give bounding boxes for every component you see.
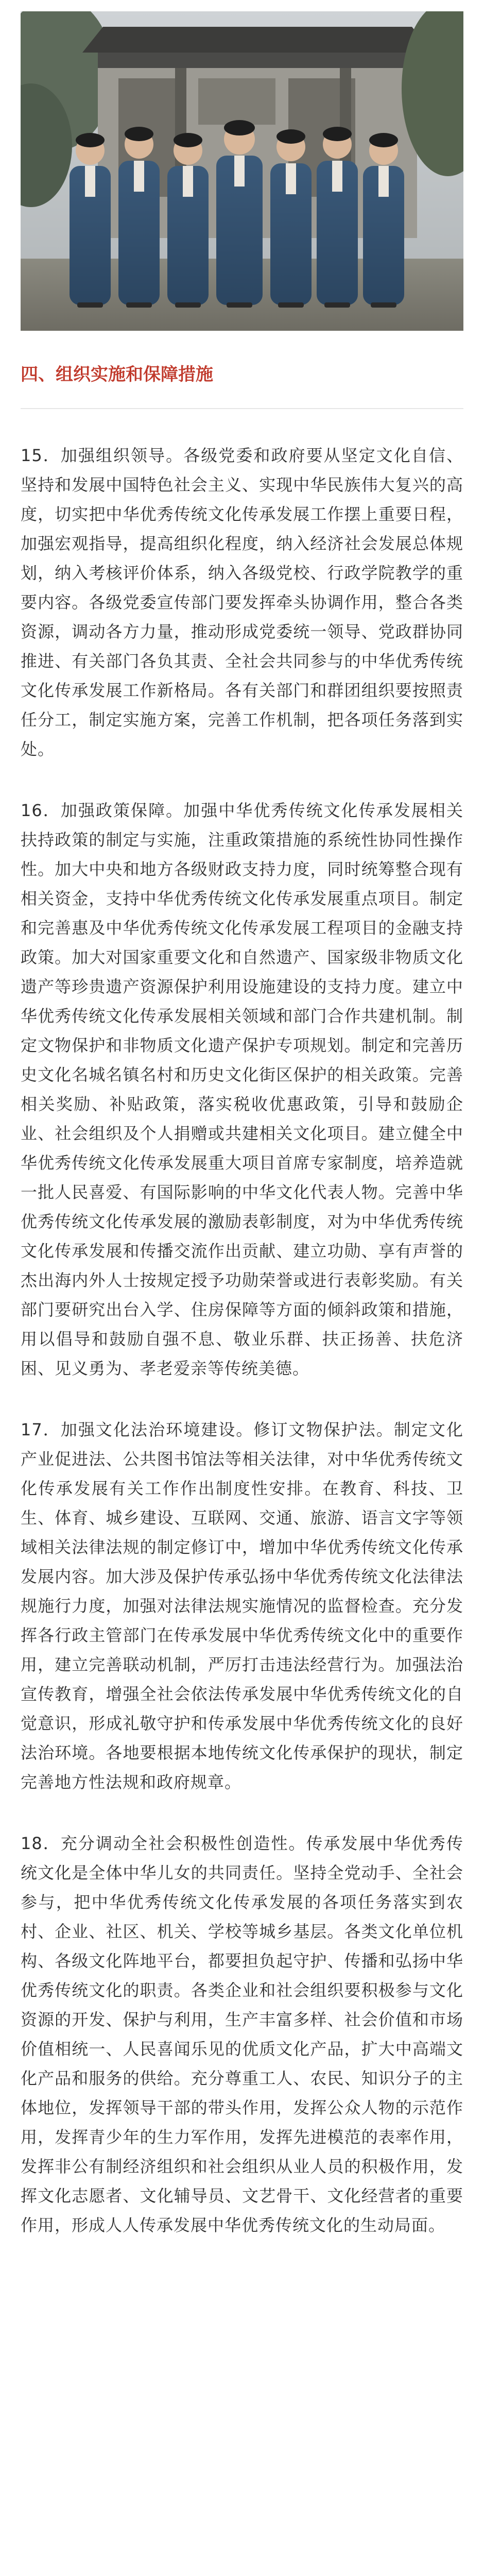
group-photo-image: [21, 11, 463, 331]
article-page: [0, 11, 484, 2576]
paragraph-18: 18．充分调动全社会积极性创造性。传承发展中华优秀传统文化是全体中华儿女的共同责任。坚持全党动手、全社会参与，把中华优秀传统文化传承发展的各项任务落实到农村、企业、社区、机关、学校等城乡基层。各类文化单位机构、各级文化阵地平台，都要担负起守护、传播和弘扬中华优秀传统文化的职责。各类企业和社会组织要积极参与文化资源的开发、保护与利用，生产丰富多样、社会价值和市场价值相统一、人民喜闻乐见的优质文化产品，扩大中高端文化产品和服务的供给。充分尊重工人、农民、知识分子的主体地位，发挥领导干部的带头作用，发挥公众人物的示范作用，发挥青少年的生力军作用，发挥先进模范的表率作用，发挥非公有制经济组织和社会组织从业人员的积极作用，发挥文化志愿者、文化辅导员、文艺骨干、文化经营者的重要作用，形成人人传承发展中华优秀传统文化的生动局面。: [21, 1834, 463, 2235]
section-heading: 四、组织实施和保障措施: [21, 362, 463, 409]
paragraph-16: 16．加强政策保障。加强中华优秀传统文化传承发展相关扶持政策的制定与实施，注重政策措施的系统性协同性操作性。加大中央和地方各级财政支持力度，同时统筹整合现有相关资金，支持中华优秀传统文化传承发展重点项目。制定和完善惠及中华优秀传统文化传承发展工程项目的金融支持政策。加大对国家重要文化和自然遗产、国家级非物质文化遗产等珍贵遗产资源保护利用设施建设的支持力度。建立中华优秀传统文化传承发展相关领域和部门合作共建机制。制定文物保护和非物质文化遗产保护专项规划。制定和完善历史文化名城名镇名村和历史文化街区保护的相关政策。完善相关奖励、补贴政策，落实税收优惠政策，引导和鼓励企业、社会组织及个人捐赠或共建相关文化项目。建立健全中华优秀传统文化传承发展重大项目首席专家制度，培养造就一批人民喜爱、有国际影响的中华文化代表人物。完善中华优秀传统文化传承发展的激励表彰制度，对为中华优秀传统文化传承发展和传播交流作出贡献、建立功勋、享有声誉的杰出海内外人士按规定授予功勋荣誉或进行表彰奖励。有关部门要研究出台入学、住房保障等方面的倾斜政策和措施，用以倡导和鼓励自强不息、敬业乐群、扶正扬善、扶危济困、见义勇为、孝老爱亲等传统美德。: [21, 801, 463, 1378]
paragraph-17: 17．加强文化法治环境建设。修订文物保护法。制定文化产业促进法、公共图书馆法等相关法律，对中华优秀传统文化传承发展有关工作作出制度性安排。在教育、科技、卫生、体育、城乡建设、互联网、交通、旅游、语言文字等领域相关法律法规的制定修订中，增加中华优秀传统文化传承发展内容。加大涉及保护传承弘扬中华优秀传统文化法律法规施行力度，加强对法律法规实施情况的监督检查。充分发挥各行政主管部门在传承发展中华优秀传统文化中的重要作用，建立完善联动机制，严厉打击违法经营行为。加强法治宣传教育，增强全社会依法传承发展中华优秀传统文化的自觉意识，形成礼敬守护和传承发展中华优秀传统文化的良好法治环境。各地要根据本地传统文化传承保护的现状，制定完善地方性法规和政府规章。: [21, 1420, 463, 1792]
paragraph-15: 15．加强组织领导。各级党委和政府要从坚定文化自信、坚持和发展中国特色社会主义、实现中华民族伟大复兴的高度，切实把中华优秀传统文化传承发展工作摆上重要日程，加强宏观指导，提高组织化程度，纳入经济社会发展总体规划，纳入考核评价体系，纳入各级党校、行政学院教学的重要内容。各级党委宣传部门要发挥牵头协调作用，整合各类资源，调动各方力量，推动形成党委统一领导、党政群协同推进、有关部门各负其责、全社会共同参与的中华优秀传统文化传承发展工作新格局。各有关部门和群团组织要按照责任分工，制定实施方案，完善工作机制，把各项任务落到实处。: [21, 446, 463, 759]
group-photo: [21, 11, 463, 331]
